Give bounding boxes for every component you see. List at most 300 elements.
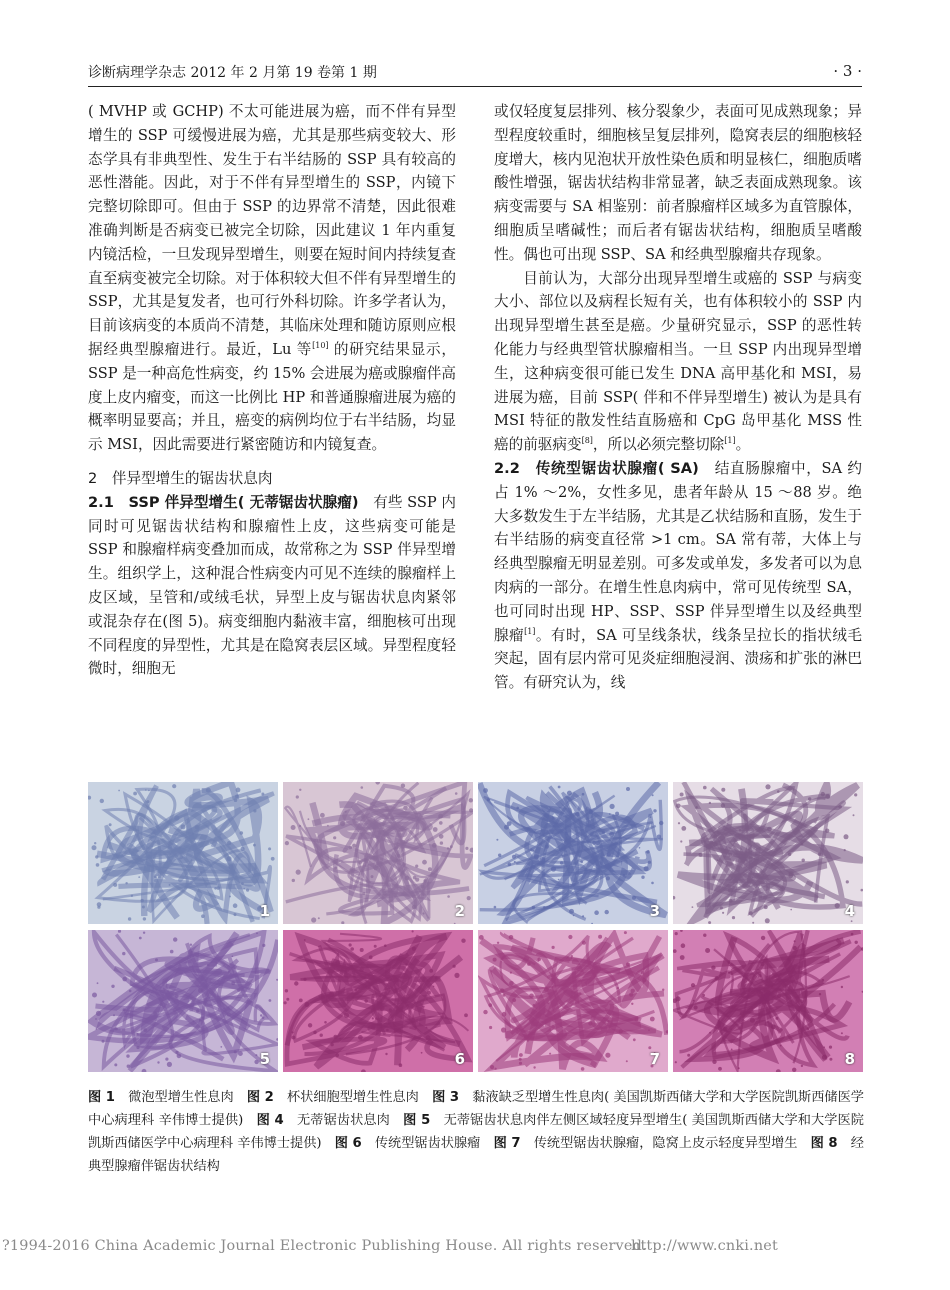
cell-nucleus — [501, 1027, 506, 1032]
cell-nucleus — [174, 815, 179, 820]
cell-nucleus — [255, 1054, 257, 1056]
cell-nucleus — [861, 889, 864, 892]
cell-nucleus — [467, 896, 471, 900]
cell-nucleus — [333, 836, 336, 839]
cell-nucleus — [299, 825, 301, 827]
cell-nucleus — [765, 784, 770, 789]
citation: [10] — [312, 341, 329, 351]
cell-nucleus — [768, 982, 773, 987]
cell-nucleus — [369, 955, 373, 959]
cell-nucleus — [240, 831, 244, 835]
cell-nucleus — [533, 850, 535, 852]
cell-nucleus — [196, 1009, 199, 1012]
cell-nucleus — [788, 873, 793, 878]
cell-nucleus — [760, 962, 764, 966]
cell-nucleus — [709, 1032, 711, 1034]
cell-nucleus — [527, 827, 530, 830]
cell-nucleus — [269, 999, 272, 1002]
cell-nucleus — [510, 972, 512, 974]
cell-nucleus — [615, 812, 619, 816]
cell-nucleus — [227, 1013, 231, 1017]
cell-nucleus — [490, 1065, 494, 1069]
cell-nucleus — [841, 986, 843, 988]
cell-nucleus — [753, 842, 755, 844]
cell-nucleus — [141, 899, 144, 902]
cell-nucleus — [739, 829, 742, 832]
copyright-notice: ?1994-2016 China Academic Journal Electronic Publishing House. All rights reserved. — [2, 1238, 647, 1254]
cell-nucleus — [243, 888, 245, 890]
cell-nucleus — [355, 989, 358, 992]
cell-nucleus — [634, 1017, 638, 1021]
cell-nucleus — [508, 863, 512, 867]
cell-nucleus — [591, 923, 593, 924]
cell-nucleus — [200, 871, 202, 873]
cell-nucleus — [619, 1029, 623, 1033]
cell-nucleus — [662, 989, 664, 991]
cell-nucleus — [652, 794, 654, 796]
cell-nucleus — [345, 811, 347, 813]
cell-nucleus — [720, 906, 723, 909]
cell-nucleus — [217, 886, 221, 890]
cell-nucleus — [97, 982, 99, 984]
cell-nucleus — [851, 920, 853, 922]
cell-nucleus — [549, 1053, 551, 1055]
cell-nucleus — [175, 994, 179, 998]
micrograph-image — [673, 930, 863, 1072]
cell-nucleus — [717, 859, 719, 861]
cell-nucleus — [681, 826, 686, 831]
cell-nucleus — [360, 948, 364, 952]
cell-nucleus — [340, 821, 345, 826]
cell-nucleus — [592, 841, 596, 845]
cell-nucleus — [433, 986, 435, 988]
cell-nucleus — [260, 1014, 262, 1016]
cell-nucleus — [648, 861, 651, 864]
cell-nucleus — [375, 782, 380, 785]
cell-nucleus — [232, 956, 234, 958]
cell-nucleus — [738, 834, 740, 836]
cell-nucleus — [851, 933, 854, 936]
cell-nucleus — [350, 868, 353, 871]
cell-nucleus — [680, 955, 685, 960]
tissue-pattern — [283, 930, 473, 1072]
cell-nucleus — [509, 935, 514, 940]
cell-nucleus — [629, 993, 633, 997]
cell-nucleus — [415, 865, 418, 868]
cell-nucleus — [143, 1028, 147, 1032]
cell-nucleus — [291, 825, 296, 830]
cell-nucleus — [764, 905, 768, 909]
cell-nucleus — [800, 1000, 803, 1003]
cell-nucleus — [142, 906, 145, 909]
cell-nucleus — [95, 1018, 97, 1020]
cell-nucleus — [256, 932, 258, 934]
cell-nucleus — [341, 921, 344, 924]
cell-nucleus — [605, 910, 609, 914]
cell-nucleus — [361, 1069, 366, 1072]
journal-title: 诊断病理学杂志 2012 年 2 月第 19 卷第 1 期 — [88, 65, 377, 81]
cell-nucleus — [375, 1017, 378, 1020]
right-column — [494, 100, 862, 695]
cell-nucleus — [179, 855, 183, 859]
cell-nucleus — [494, 906, 497, 909]
panel-number: 3 — [649, 902, 660, 920]
cell-nucleus — [241, 847, 245, 851]
cell-nucleus — [659, 821, 663, 825]
cell-nucleus — [721, 788, 725, 792]
cell-nucleus — [626, 1060, 628, 1062]
cell-nucleus — [364, 999, 368, 1003]
cell-nucleus — [489, 1026, 492, 1029]
cell-nucleus — [711, 966, 715, 970]
cell-nucleus — [712, 842, 717, 847]
cell-nucleus — [109, 823, 112, 826]
paragraph: ( MVHP 或 GCHP) 不太可能进展为癌，而不伴有异型增生的 SSP 可缓慢进展为癌，尤其是那些病变较大、形态学具有非典型性、发生于右半结肠的 SSP 具有较高的恶性潜能。因此，对于不伴有异型增生的 SSP，内镜下完整切除即可。但由于 SSP 的边界常不清楚，因此很难准确判断是否病变已被完全切除，因此建议 1 年内重复内镜活检，一旦发现异型增生，则要在短时间内持续复查直至病变被完全切除。对于体积较大但不伴有异型增生的 SSP，尤其是复发者，也可行外科切除。许多学者认为，目前该病变的本质尚不清楚，其临床处理和随访原则应根据经典型腺瘤进行。最近，Lu 等[10] 的研究结果显示，SSP 是一种高危性病变，约 15% 会进展为癌或腺瘤伴高度上皮内瘤变，而这一比例比 HP 和普通腺瘤进展为癌的概率明显要高；并且，癌变的病例均位于右半结肠，均显示 MSI，因此需要进行紧密随访和内镜复查。 — [88, 103, 457, 454]
cell-nucleus — [844, 849, 846, 851]
cell-nucleus — [588, 1021, 592, 1025]
cell-nucleus — [512, 855, 516, 859]
cell-nucleus — [488, 1003, 492, 1007]
cell-nucleus — [648, 1046, 651, 1049]
cell-nucleus — [296, 795, 299, 798]
cell-nucleus — [95, 855, 98, 858]
cell-nucleus — [693, 1000, 695, 1002]
cell-nucleus — [502, 1012, 507, 1017]
cell-nucleus — [421, 885, 425, 889]
tissue-pattern — [478, 930, 668, 1072]
cell-nucleus — [792, 1068, 796, 1072]
cell-nucleus — [483, 1010, 487, 1014]
cell-nucleus — [641, 971, 644, 974]
cell-nucleus — [202, 1017, 205, 1020]
citation: [1] — [524, 626, 536, 636]
cell-nucleus — [160, 1003, 163, 1006]
cell-nucleus — [334, 867, 337, 870]
panel-number: 6 — [454, 1050, 465, 1068]
cell-nucleus — [114, 1063, 117, 1066]
cell-nucleus — [721, 803, 725, 807]
cell-nucleus — [405, 876, 410, 881]
cell-nucleus — [650, 1017, 655, 1022]
cell-nucleus — [695, 806, 697, 808]
cell-nucleus — [427, 991, 431, 995]
cell-nucleus — [412, 947, 416, 951]
cell-nucleus — [771, 1025, 776, 1030]
cell-nucleus — [626, 787, 630, 791]
cell-nucleus — [495, 1068, 497, 1070]
micrograph-image — [283, 930, 473, 1072]
tissue-pattern — [478, 782, 668, 924]
cell-nucleus — [855, 941, 858, 944]
cell-nucleus — [428, 867, 432, 871]
cell-nucleus — [657, 835, 661, 839]
cell-nucleus — [374, 945, 377, 948]
cell-nucleus — [432, 843, 437, 848]
cell-nucleus — [512, 998, 516, 1002]
cell-nucleus — [97, 906, 100, 909]
micrograph-image — [283, 782, 473, 924]
cell-nucleus — [386, 1029, 389, 1032]
cell-nucleus — [346, 967, 349, 970]
cell-nucleus — [246, 889, 249, 892]
cell-nucleus — [96, 1028, 98, 1030]
cell-nucleus — [359, 968, 363, 972]
cell-nucleus — [228, 971, 230, 973]
cell-nucleus — [358, 1035, 363, 1040]
cell-nucleus — [581, 1067, 585, 1071]
cell-nucleus — [596, 841, 600, 845]
cell-nucleus — [102, 1040, 105, 1043]
cell-nucleus — [421, 1052, 423, 1054]
cell-nucleus — [527, 962, 531, 966]
cell-nucleus — [838, 805, 842, 809]
cell-nucleus — [699, 853, 703, 857]
cell-nucleus — [470, 848, 473, 853]
cell-nucleus — [632, 896, 636, 900]
cell-nucleus — [788, 853, 791, 856]
cell-nucleus — [680, 930, 683, 932]
cell-nucleus — [617, 987, 619, 989]
cell-nucleus — [169, 884, 171, 886]
cell-nucleus — [623, 874, 626, 877]
cell-nucleus — [552, 817, 555, 820]
cell-nucleus — [519, 1062, 522, 1065]
cell-nucleus — [125, 882, 127, 884]
cell-nucleus — [631, 989, 635, 993]
cell-nucleus — [276, 1038, 278, 1041]
cell-nucleus — [642, 978, 646, 982]
cell-nucleus — [631, 1003, 633, 1005]
cell-nucleus — [403, 806, 408, 811]
cell-nucleus — [731, 1049, 733, 1051]
cell-nucleus — [100, 799, 104, 803]
cell-nucleus — [461, 939, 465, 943]
cell-nucleus — [170, 950, 174, 954]
cell-nucleus — [433, 827, 438, 832]
cell-nucleus — [192, 833, 194, 835]
cell-nucleus — [231, 981, 235, 985]
cell-nucleus — [533, 1066, 535, 1068]
cell-nucleus — [447, 847, 449, 849]
cell-nucleus — [747, 880, 750, 883]
cell-nucleus — [271, 857, 275, 861]
cell-nucleus — [765, 918, 770, 923]
paragraph: 2.2 传统型锯齿状腺瘤( SA) 结直肠腺瘤中，SA 约占 1% ～2%，女性多见，患者年龄从 15 ～88 岁。绝大多数发生于左半结肠，尤其是乙状结肠和直肠，发生于右半结肠的病变直径常 >1 cm。SA 常有蒂，大体上与经典型腺瘤无明显差别。可多发或单发，多发者可以为息肉病的一部分。在增生性息肉病中，常可见传统型 SA，也可同时出现 HP、SSP、SSP 伴异型增生以及经典型腺瘤[1]。有时，SA 可呈线条状，线条呈拉长的指状绒毛突起，固有层内常可见炎症细胞浸润、溃疡和扩张的淋巴管。有研究认为，线 — [494, 459, 862, 692]
cell-nucleus — [609, 832, 614, 837]
cell-nucleus — [447, 895, 450, 898]
cell-nucleus — [198, 988, 203, 993]
cell-nucleus — [537, 958, 541, 962]
cell-nucleus — [603, 1018, 605, 1020]
cell-nucleus — [292, 879, 295, 882]
cell-nucleus — [483, 788, 488, 793]
cell-nucleus — [138, 876, 140, 878]
cell-nucleus — [399, 1063, 403, 1067]
cell-nucleus — [801, 843, 804, 846]
cell-nucleus — [390, 816, 394, 820]
cell-nucleus — [728, 853, 732, 857]
cell-nucleus — [582, 941, 586, 945]
cell-nucleus — [207, 964, 209, 966]
cell-nucleus — [139, 937, 142, 940]
cell-nucleus — [349, 846, 352, 849]
cell-nucleus — [571, 991, 573, 993]
cell-nucleus — [624, 931, 627, 934]
cell-nucleus — [588, 810, 593, 815]
cell-nucleus — [296, 870, 301, 875]
cell-nucleus — [644, 866, 649, 871]
cell-nucleus — [569, 909, 574, 914]
cell-nucleus — [227, 841, 231, 845]
cell-nucleus — [788, 990, 790, 992]
micrograph-image — [673, 782, 863, 924]
cell-nucleus — [626, 962, 630, 966]
cell-nucleus — [464, 1013, 468, 1017]
cell-nucleus — [133, 792, 137, 796]
cell-nucleus — [607, 852, 611, 856]
tissue-pattern — [88, 782, 278, 924]
cell-nucleus — [648, 1029, 650, 1031]
cell-nucleus — [573, 915, 575, 917]
cell-nucleus — [352, 844, 356, 848]
cell-nucleus — [568, 935, 572, 939]
cell-nucleus — [327, 825, 329, 827]
cell-nucleus — [570, 957, 572, 959]
cell-nucleus — [739, 838, 741, 840]
cell-nucleus — [299, 999, 303, 1003]
cell-nucleus — [286, 998, 289, 1001]
cell-nucleus — [846, 880, 849, 883]
cell-nucleus — [712, 876, 715, 879]
cell-nucleus — [641, 876, 644, 879]
cell-nucleus — [383, 892, 387, 896]
cell-nucleus — [558, 879, 560, 881]
cell-nucleus — [361, 786, 364, 789]
cell-nucleus — [582, 915, 584, 917]
cell-nucleus — [602, 831, 605, 834]
cell-nucleus — [335, 960, 340, 965]
cell-nucleus — [262, 944, 265, 947]
cell-nucleus — [450, 845, 453, 848]
cell-nucleus — [829, 1046, 832, 1049]
cell-nucleus — [571, 955, 573, 957]
cell-nucleus — [771, 864, 773, 866]
cell-nucleus — [148, 790, 150, 792]
cell-nucleus — [401, 784, 405, 788]
cell-nucleus — [702, 994, 705, 997]
panel-number: 4 — [844, 902, 855, 920]
cell-nucleus — [835, 903, 840, 908]
cell-nucleus — [680, 793, 684, 797]
cell-nucleus — [303, 978, 306, 981]
cell-nucleus — [350, 947, 354, 951]
cell-nucleus — [691, 983, 695, 987]
cell-nucleus — [285, 989, 288, 992]
cell-nucleus — [749, 911, 753, 915]
cell-nucleus — [777, 994, 781, 998]
cell-nucleus — [605, 1053, 610, 1058]
cell-nucleus — [385, 1053, 387, 1055]
cell-nucleus — [779, 988, 781, 990]
cell-nucleus — [738, 1067, 740, 1069]
cell-nucleus — [426, 1027, 428, 1029]
cell-nucleus — [304, 939, 306, 941]
panel-number: 1 — [259, 902, 270, 920]
cell-nucleus — [775, 1017, 778, 1020]
cell-nucleus — [767, 1021, 769, 1023]
section-heading: 2 伴异型增生的锯齿状息肉 — [88, 469, 273, 487]
cell-nucleus — [606, 876, 610, 880]
cell-nucleus — [516, 807, 519, 810]
cell-nucleus — [678, 822, 680, 824]
cell-nucleus — [500, 988, 504, 992]
cell-nucleus — [496, 839, 498, 841]
figure-micrographs — [88, 782, 864, 1078]
cell-nucleus — [712, 1060, 716, 1064]
cell-nucleus — [758, 974, 762, 978]
cell-nucleus — [190, 944, 192, 946]
cell-nucleus — [201, 914, 205, 918]
cell-nucleus — [587, 824, 589, 826]
cell-nucleus — [776, 1069, 781, 1072]
cell-nucleus — [113, 1014, 115, 1016]
cell-nucleus — [276, 979, 278, 981]
cell-nucleus — [821, 979, 824, 982]
cell-nucleus — [440, 841, 443, 844]
paragraph: 或仅轻度复层排列、核分裂象少，表面可见成熟现象；异型程度较重时，细胞核呈复层排列，隐窝表层的细胞核轻度增大，核内见泡状开放性染色质和明显核仁，细胞质嗜酸性增强，锯齿状结构非常显著，缺乏表面成熟现象。该病变需要与 SA 相鉴别：前者腺瘤样区域多为直管腺体，细胞质呈嗜碱性；而后者有锯齿状结构，细胞质呈嗜酸性。偶也可出现 SSP、SA 和经典型腺瘤共存现象。 — [494, 103, 862, 263]
cell-nucleus — [607, 1020, 609, 1022]
cell-nucleus — [429, 969, 433, 973]
cell-nucleus — [92, 993, 97, 998]
cell-nucleus — [237, 989, 240, 992]
cell-nucleus — [397, 854, 400, 857]
cell-nucleus — [560, 861, 563, 864]
cell-nucleus — [175, 1051, 178, 1054]
cell-nucleus — [262, 1016, 265, 1019]
cell-nucleus — [823, 1046, 825, 1048]
cell-nucleus — [722, 912, 724, 914]
cell-nucleus — [507, 821, 512, 826]
cell-nucleus — [650, 816, 652, 818]
cell-nucleus — [558, 786, 561, 789]
cell-nucleus — [794, 940, 796, 942]
cell-nucleus — [675, 1061, 677, 1063]
cell-nucleus — [680, 840, 682, 842]
cell-nucleus — [540, 857, 545, 862]
cell-nucleus — [703, 786, 707, 790]
cell-nucleus — [750, 1018, 755, 1023]
cell-nucleus — [807, 1027, 810, 1030]
cell-nucleus — [401, 840, 405, 844]
cell-nucleus — [268, 847, 271, 850]
cell-nucleus — [229, 864, 234, 869]
cell-nucleus — [173, 937, 177, 941]
micrograph-image — [88, 782, 278, 924]
cell-nucleus — [479, 935, 484, 940]
cell-nucleus — [179, 847, 181, 849]
cell-nucleus — [311, 917, 316, 922]
cell-nucleus — [254, 1060, 258, 1064]
cell-nucleus — [165, 1058, 168, 1061]
cell-nucleus — [681, 943, 686, 948]
cell-nucleus — [740, 1012, 744, 1016]
cell-nucleus — [238, 1051, 243, 1056]
cell-nucleus — [728, 962, 730, 964]
cell-nucleus — [102, 1001, 104, 1003]
cell-nucleus — [598, 935, 602, 939]
panel-number: 5 — [259, 1050, 270, 1068]
tissue-pattern — [88, 930, 278, 1072]
